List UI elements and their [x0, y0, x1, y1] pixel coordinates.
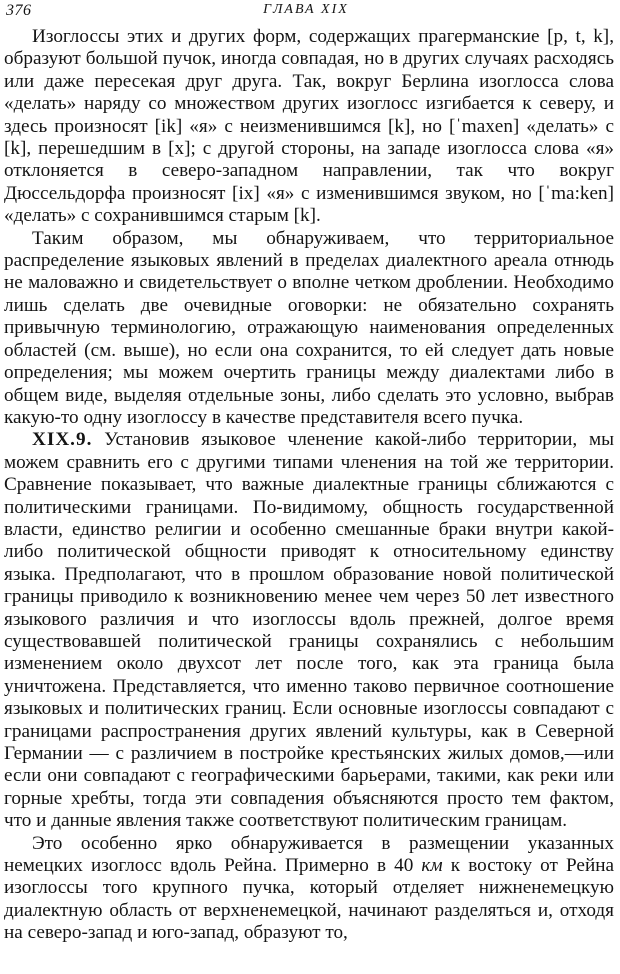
distance-unit: км — [421, 855, 443, 877]
running-head — [6, 2, 606, 22]
paragraph-rhine — [4, 833, 614, 945]
section-number: XIX.9. — [32, 429, 93, 451]
rhine-text-before: Это особенно ярко обнаруживается в размещении указанных немецких изоглосс вдоль Рейна. Примерно в 40 — [4, 832, 614, 877]
body-text — [4, 26, 614, 945]
paragraph-isoglosses-bundle: Изоглоссы этих и других форм, содержащих прагерманские [p, t, k], образуют большой пучок, иногда совпадая, но в других случаях расходясь или даже пересекая друг друга. Так, вокруг Берлина изоглосса слова «делать» наряду со множеством других изоглосс изгибается к северу, и здесь произносят [ik] «я» с неизменившимся [k], но [ˈmaxen] «делать» с [k], перешедшим в [x]; с другой стороны, на западе изоглосса слова «я» отклоняется в северо-западном направлении, так что вокруг Дюссельдорфа произносят [ix] «я» с изменившимся звуком, но [ˈma:ken] «делать» с сохранившимся старым [k]. — [4, 26, 614, 227]
paragraph-territorial-distribution: Таким образом, мы обнаруживаем, что территориальное распределение языковых явлений в пределах диалектного ареала отнюдь не маловажно и свидетельствует о вполне четком дроблении. Необходимо лишь сделать две очевидные оговорки: не обязательно сохранять привычную терминологию, отражающую наименования определенных областей (см. выше), но если она сохранится, то ей следует дать новые определения; мы можем очертить границы между диалектами либо в общем виде, выделяя отдельные зоны, либо сделать это условно, выбрав какую-то одну изоглоссу в качестве представителя всего пучка. — [4, 227, 614, 428]
rhine-text-after: к востоку от Рейна изоглоссы того крупного пучка, который отделяет нижненемецкую диалектную область от верхненемецкой, начинают разделяться и, отходя на северо-запад и юго-запад, образуют то, — [4, 855, 614, 944]
paragraph-section-19-9 — [4, 429, 614, 832]
page-number: 376 — [6, 2, 32, 19]
chapter-title: ГЛАВА XIX — [263, 2, 349, 17]
section-text: Установив языковое членение какой-либо территории, мы можем сравнить его с другими типами членения на той же территории. Сравнение показывает, что важные диалектные границы сближаются с политическими границами. По-видимому, общность государственной власти, единство религии и особенно смешанные браки внутри какой-либо политической общности приводят к относительному единству языка. Предполагают, что в прошлом образование новой политической границы приводило к возникновению менее чем через 50 лет известного языкового различия и что изоглоссы вдоль прежней, долгое время существовавшей политической границы сохранялись с небольшим изменением около двухсот лет после того, как эта граница была уничтожена. Представляется, что именно таково первичное соотношение языковых и политических границ. Если основные изоглоссы совпадают с границами распространения других явлений культуры, как в Северной Германии — с различием в постройке крестьянских жилых домов,—или если они совпадают с географическими барьерами, такими, как реки или горные хребты, тогда эти совпадения объясняются просто тем фактом, что и данные явления также соответствуют политическим границам. — [4, 429, 614, 832]
